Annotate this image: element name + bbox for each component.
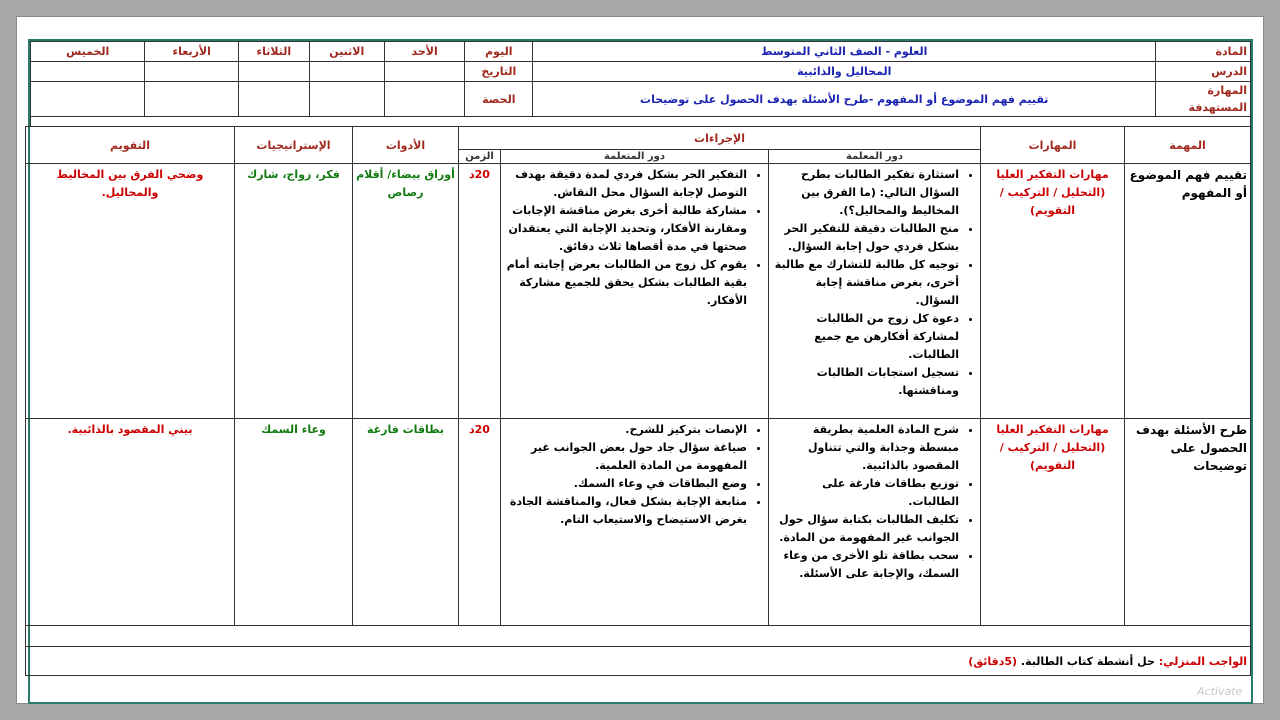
date-label: التاريخ (465, 62, 533, 82)
list-item: • الإنصات بتركيز للشرح. (506, 421, 747, 439)
day-thursday: الخميس (31, 42, 145, 62)
col-evaluation: التقويم (25, 127, 234, 164)
date-cell (145, 62, 239, 82)
header-table (30, 41, 1251, 127)
subject-value: العلوم - الصف الثاني المتوسط (533, 42, 1156, 62)
col-skills: المهارات (981, 127, 1125, 164)
teacher-role-cell (769, 419, 981, 626)
blank-row (25, 626, 1250, 647)
list-item: • توجيه كل طالبة للتشارك مع طالبة أخرى، بغرض مناقشة إجابة السؤال. (774, 256, 959, 310)
skill-value: تقييم فهم الموضوع أو المفهوم -طرح الأسئلة بهدف الحصول على توضيحات (533, 82, 1156, 117)
table-row (25, 419, 1250, 626)
skills-cell: مهارات التفكير العليا (التحليل / التركيب / التقويم) (981, 419, 1125, 626)
list-item: • توزيع بطاقات فارغة على الطالبات. (774, 475, 959, 511)
list-item: • تكليف الطالبات بكتابة سؤال حول الجوانب غير المفهومة من المادة. (774, 511, 959, 547)
time-cell: 20د (458, 419, 500, 626)
list-item: • سحب بطاقة تلو الأخرى من وعاء السمك، والإجابة على الأسئلة. (774, 547, 959, 583)
list-item: • شرح المادة العلمية بطريقة مبسطة وجذابة والتي تتناول المقصود بالذائبية. (774, 421, 959, 475)
list-item: • التفكير الحر بشكل فردي لمدة دقيقة بهدف التوصل لإجابة السؤال محل النقاش. (506, 166, 747, 202)
col-procedures: الإجراءات (458, 127, 980, 150)
date-cell (309, 62, 384, 82)
period-cell (239, 82, 310, 117)
day-label: اليوم (465, 42, 533, 62)
list-item: • منح الطالبات دقيقة للتفكير الحر بشكل فردي حول إجابة السؤال. (774, 220, 959, 256)
task-cell: تقييم فهم الموضوع أو المفهوم (1125, 164, 1251, 419)
lesson-label: الدرس (1156, 62, 1251, 82)
lesson-plan-sheet (28, 39, 1253, 704)
tools-cell: بطاقات فارغة (352, 419, 458, 626)
evaluation-cell: وضحي الفرق بين المخاليط والمحاليل. (25, 164, 234, 419)
student-role-cell (501, 164, 769, 419)
teacher-role-cell (769, 164, 981, 419)
strategies-cell: فكر، زواج، شارك (234, 164, 352, 419)
period-cell (145, 82, 239, 117)
watermark: Activate (1197, 685, 1243, 698)
list-item: • وضع البطاقات في وعاء السمك. (506, 475, 747, 493)
page-frame (16, 16, 1264, 704)
homework-label: الواجب المنزلي: (1158, 655, 1247, 668)
student-role-cell (501, 419, 769, 626)
homework-row (25, 647, 1250, 676)
tools-cell: أوراق بيضاء/ أقلام رصاص (352, 164, 458, 419)
col-tools: الأدوات (352, 127, 458, 164)
table-row (25, 164, 1250, 419)
date-cell (31, 62, 145, 82)
main-table (25, 126, 1251, 676)
date-cell (384, 62, 464, 82)
period-cell (384, 82, 464, 117)
list-item: • مشاركة طالبة أخرى بغرض مناقشة الإجابات ومقارنة الأفكار، وتحديد الإجابة التي يعتقدان صحتها في مدة أقصاها ثلاث دقائق. (506, 202, 747, 256)
spacer-row (31, 117, 1251, 127)
subject-label: المادة (1156, 42, 1251, 62)
col-teacher-role: دور المعلمة (769, 150, 981, 164)
list-item: • متابعة الإجابة بشكل فعال، والمناقشة الجادة بغرض الاستيضاح والاستيعاب التام. (506, 493, 747, 529)
list-item: • دعوة كل زوج من الطالبات لمشاركة أفكارهن مع جميع الطالبات. (774, 310, 959, 364)
period-cell (309, 82, 384, 117)
list-item: • تسجيل استجابات الطالبات ومناقشتها. (774, 364, 959, 400)
period-cell (31, 82, 145, 117)
date-cell (239, 62, 310, 82)
col-time: الزمن (458, 150, 500, 164)
col-student-role: دور المتعلمة (501, 150, 769, 164)
task-cell: طرح الأسئلة بهدف الحصول على توضيحات (1125, 419, 1251, 626)
list-item: • صياغة سؤال جاد حول بعض الجوانب غير المفهومة من المادة العلمية. (506, 439, 747, 475)
homework-text: حل أنشطة كتاب الطالبة. (1020, 655, 1155, 668)
col-task: المهمة (1125, 127, 1251, 164)
skills-cell: مهارات التفكير العليا (التحليل / التركيب / التقويم) (981, 164, 1125, 419)
day-monday: الاثنين (309, 42, 384, 62)
day-wednesday: الأربعاء (145, 42, 239, 62)
col-strategies: الإستراتيجيات (234, 127, 352, 164)
skill-label: المهارة المستهدفة (1156, 82, 1251, 117)
day-tuesday: الثلاثاء (239, 42, 310, 62)
period-label: الحصة (465, 82, 533, 117)
time-cell: 20د (458, 164, 500, 419)
homework-duration: (5دقائق) (968, 655, 1018, 668)
list-item: • استثارة تفكير الطالبات بطرح السؤال التالي: (ما الفرق بين المخاليط والمحاليل؟). (774, 166, 959, 220)
evaluation-cell: بيني المقصود بالذائبية. (25, 419, 234, 626)
strategies-cell: وعاء السمك (234, 419, 352, 626)
lesson-value: المحاليل والذائبية (533, 62, 1156, 82)
day-sunday: الأحد (384, 42, 464, 62)
list-item: • يقوم كل زوج من الطالبات بعرض إجابته أمام بقية الطالبات بشكل يحقق للجميع مشاركة الأفكار. (506, 256, 747, 310)
